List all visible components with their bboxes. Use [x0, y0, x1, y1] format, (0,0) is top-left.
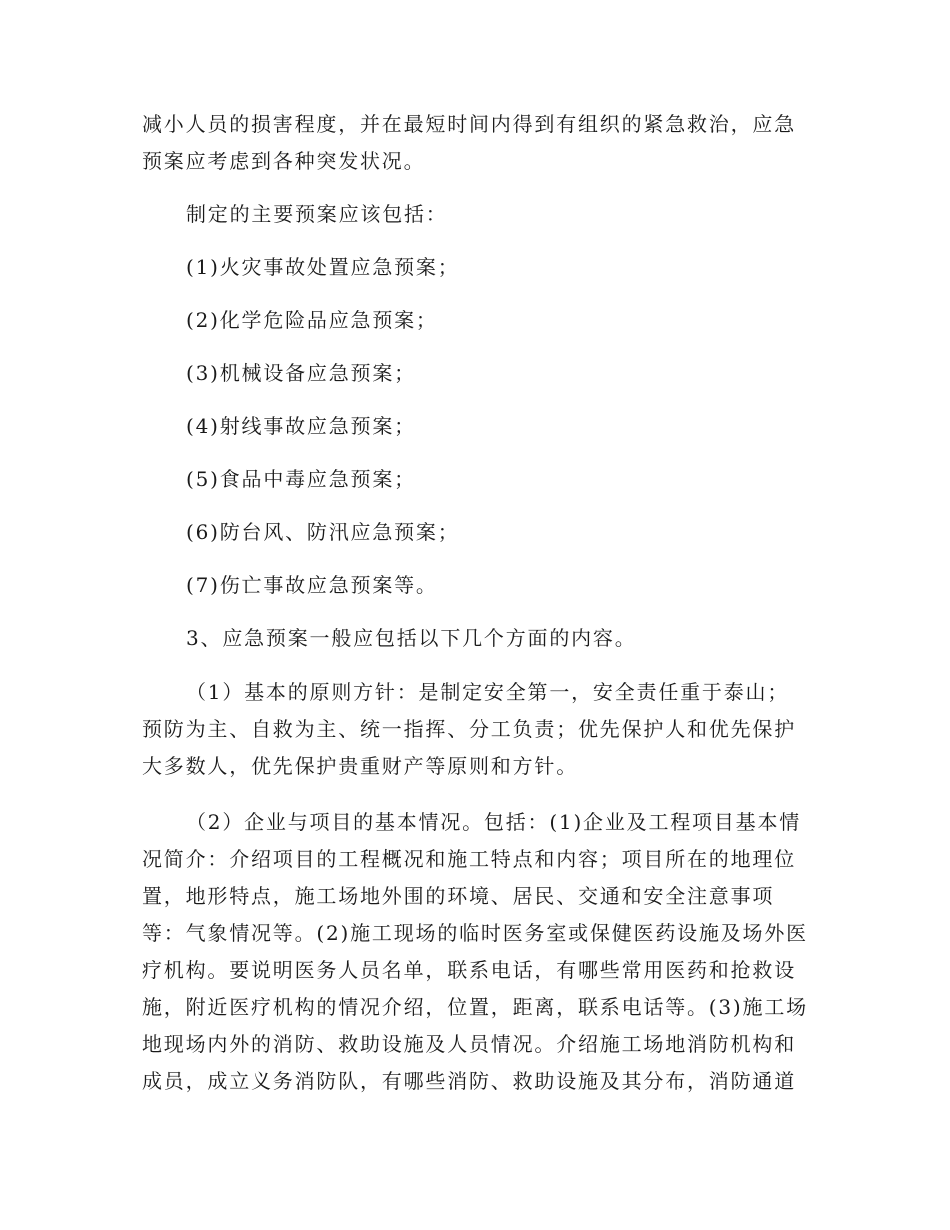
list-item-food-poisoning-plan: (5)食品中毒应急预案； [186, 467, 416, 491]
list-item-fire-plan: (1)火灾事故处置应急预案； [186, 255, 460, 279]
paragraph-intro: 减小人员的损害程度，并在最短时间内得到有组织的紧急救治，应急预案应考虑到各种突发状况。 [142, 112, 796, 173]
list-item-typhoon-flood-plan: (6)防台风、防汛应急预案； [186, 520, 460, 544]
paragraph-project-basics: （2）企业与项目的基本情况。包括：(1)企业及工程项目基本情况简介：介绍项目的工程概况和施工特点和内容；项目所在的地理位置，地形特点，施工场地外围的环境、居民、交通和安全注意事项等：气象情况等。(2)施工现场的临时医务室或保健医药设施及场外医疗机构。要说明医务人员名单，联系电话，有哪些常用医药和抢救设施，附近医疗机构的情况介绍，位置，距离，联系电话等。(3)施工场地现场内外的消防、救助设施及人员情况。介绍施工场地消防机构和成员，成立义务消防队，有哪些消防、救助设施及其分布，消防通道 [142, 810, 808, 1093]
section-heading-plan-contents: 3、应急预案一般应包括以下几个方面的内容。 [186, 626, 637, 650]
paragraph-plans-heading: 制定的主要预案应该包括： [186, 202, 448, 226]
paragraph-basic-principles: （1）基本的原则方针：是制定安全第一，安全责任重于泰山；预防为主、自救为主、统一指挥、分工负责；优先保护人和优先保护大多数人，优先保护贵重财产等原则和方针。 [142, 680, 796, 778]
document-body [142, 106, 808, 1100]
list-item-machinery-plan: (3)机械设备应急预案； [186, 361, 416, 385]
list-item-radiation-plan: (4)射线事故应急预案； [186, 414, 416, 438]
list-item-casualty-plan: (7)伤亡事故应急预案等。 [186, 573, 438, 597]
list-item-chemical-plan: (2)化学危险品应急预案； [186, 308, 438, 332]
